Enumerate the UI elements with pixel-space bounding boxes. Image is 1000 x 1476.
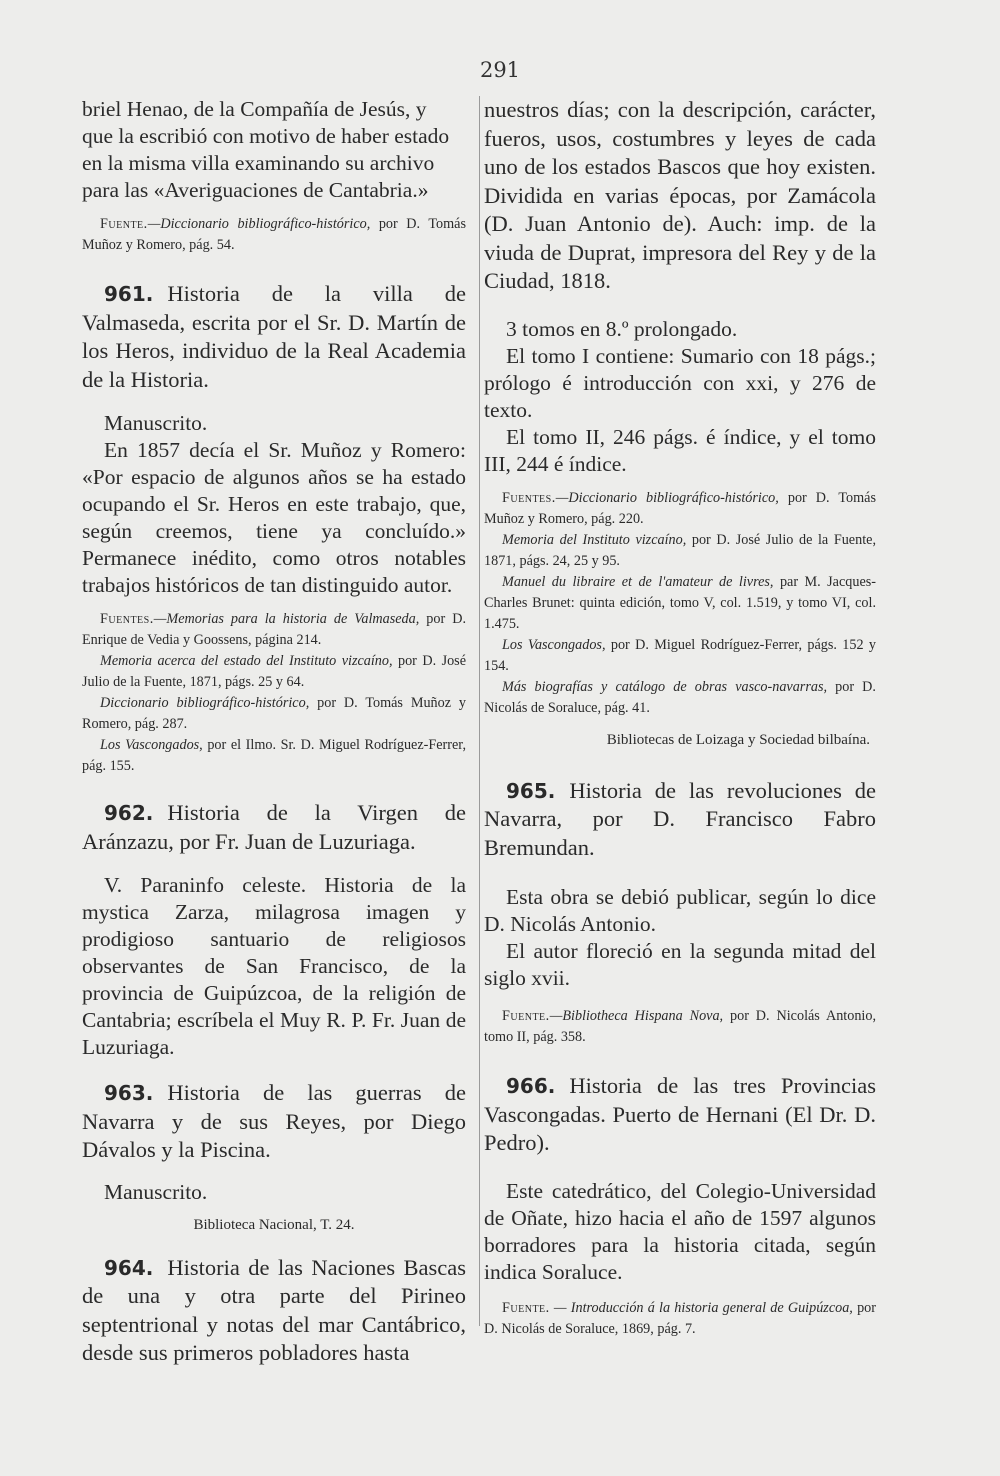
source-title: —Diccionario bibliográfico-histórico, — [555, 489, 779, 506]
source-label: Fuente. — [502, 1008, 550, 1024]
source-citation — [82, 609, 466, 651]
continuation-paragraph — [82, 96, 466, 204]
manuscript-note: Manuscrito. — [104, 1179, 208, 1204]
entry-965-paragraph: El autor floreció en la segunda mitad del siglo xvii. — [484, 939, 876, 990]
source-detail: por D. Nicolás de Soraluce, 1869, pág. 7. — [484, 1299, 876, 1337]
source-title: —Bibliotheca Hispana Nova, — [549, 1008, 724, 1024]
entry-964-heading-continued: nuestros días; con la descripción, carácter, fueros, usos, costumbres y leyes de cada uno de los estados Bascos que hoy existen. Dividida en varias épocas, por Zamácola (D. Juan Antonio de). Auch: imp. de la viuda de Duprat, impresora del Rey y de la Ciudad, 1818. — [484, 97, 876, 293]
left-column — [82, 96, 466, 1368]
continuation-line: para las «Averiguaciones de Cantabria.» — [82, 178, 429, 202]
source-citation — [484, 530, 876, 572]
source-label: Fuente. — [502, 1299, 550, 1316]
entry-number: 962. — [104, 801, 154, 825]
entry-962-paragraph: V. Paraninfo celeste. Historia de la mystica Zarza, milagrosa imagen y prodigioso santuario de religiosos observantes de San Francisco, de la provincia de Guipúzcoa, de la religión de Cantabria; escríbela el Muy R. P. Fr. Juan de Luzuriaga. — [82, 873, 466, 1059]
source-label: Fuente. — [100, 216, 148, 232]
source-title: Los Vascongados, — [100, 737, 203, 753]
column-divider — [479, 96, 480, 1326]
entry-title: Historia de la villa de Valmaseda, escrita por el Sr. D. Martín de los Heros, individuo de la Real Academia de la Historia. — [82, 281, 466, 392]
entry-title: Historia de las guerras de Navarra y de sus Reyes, por Diego Dávalos y la Piscina. — [82, 1080, 466, 1162]
entry-965-heading — [484, 777, 876, 863]
source-title: —Diccionario bibliográfico-histórico, — [147, 216, 371, 232]
entry-966-heading — [484, 1072, 876, 1158]
source-detail: por D. Tomás Muñoz y Romero, pág. 54. — [82, 216, 467, 253]
source-detail: por D. Enrique de Vedia y Goossens, página 214. — [82, 611, 466, 648]
volume-description: El tomo II, 246 págs. é índice, y el tomo III, 244 é índice. — [484, 424, 876, 476]
source-title: Diccionario bibliográfico-histórico, — [100, 695, 310, 711]
source-detail: par M. Jacques-Charles Brunet: quinta edición, tomo V, col. 1.519, y tomo VI, col. 1.475. — [484, 573, 876, 632]
library-location: Bibliotecas de Loizaga y Sociedad bilbaína. — [606, 731, 870, 748]
source-title: Manuel du libraire et de l'amateur de livres, — [502, 573, 774, 590]
entry-962-heading — [82, 799, 466, 856]
entry-title: Historia de las Naciones Bascas de una y otra parte del Pirineo septentrional y notas del mar Cantábrico, desde sus primeros pobladores hasta — [82, 1254, 466, 1365]
entry-number: 966. — [506, 1074, 556, 1098]
volume-description: El tomo I contiene: Sumario con 18 págs.; prólogo é introducción con xxi, y 276 de texto. — [484, 343, 876, 422]
source-detail: por el Ilmo. Sr. D. Miguel Rodríguez-Ferrer, pág. 155. — [82, 737, 466, 774]
page-number: 291 — [479, 58, 521, 82]
source-title: —Memorias para la historia de Valmaseda, — [153, 611, 420, 627]
source-citation — [82, 214, 466, 256]
source-citation — [484, 677, 876, 719]
entry-961-paragraph: En 1857 decía el Sr. Muñoz y Romero: «Por espacio de algunos años se ha estado ocupando el Sr. Heros en este trabajo, que, según creemos, tiene ya concluído.» Permanece inédito, como otros notables trabajos históricos de tan distinguido autor. — [82, 438, 466, 597]
source-citation — [82, 651, 466, 693]
source-title: Más biografías y catálogo de obras vasco-navarras, — [502, 678, 828, 695]
source-detail: por D. Tomás Muñoz y Romero, pág. 220. — [484, 489, 877, 527]
entry-964-heading — [82, 1254, 466, 1368]
entry-961-heading — [82, 280, 466, 394]
entry-966-paragraph: Este catedrático, del Colegio-Universidad de Oñate, hizo hacia el año de 1597 algunos borradores para la historia citada, según indica Soraluce. — [484, 1178, 876, 1284]
entry-number: 963. — [104, 1081, 154, 1105]
entry-number: 964. — [104, 1255, 154, 1280]
source-title: Los Vascongados, — [502, 636, 606, 653]
source-citation — [82, 693, 466, 735]
source-citation — [484, 1298, 876, 1340]
entry-965-paragraph: Esta obra se debió publicar, según lo dice D. Nicolás Antonio. — [484, 885, 876, 936]
source-citation — [484, 488, 876, 530]
source-detail: por D. Miguel Rodríguez-Ferrer, págs. 152 y 154. — [484, 636, 877, 674]
entry-title: Historia de las tres Provincias Vascongadas. Puerto de Hernani (El Dr. D. Pedro). — [484, 1073, 876, 1155]
source-detail: por D. José Julio de la Fuente, 1871, págs. 24, 25 y 95. — [484, 531, 876, 569]
library-location: Biblioteca Nacional, T. 24. — [193, 1216, 355, 1233]
entry-title: Historia de la Virgen de Aránzazu, por Fr. Juan de Luzuriaga. — [82, 800, 466, 854]
source-label: Fuentes. — [502, 489, 556, 506]
source-detail: por D. Tomás Muñoz y Romero, pág. 287. — [82, 695, 466, 732]
entry-title: Historia de las revoluciones de Navarra, por D. Francisco Fabro Bremundan. — [484, 777, 876, 860]
entry-number: 965. — [506, 778, 556, 803]
source-detail: por D. José Julio de la Fuente, 1871, págs. 25 y 64. — [82, 653, 466, 690]
entry-number: 961. — [104, 282, 154, 306]
source-label: Fuentes. — [100, 611, 154, 627]
source-detail: por D. Nicolás de Soraluce, pág. 41. — [484, 678, 876, 716]
continuation-line: briel Henao, de la Compañía de Jesús, y — [82, 97, 427, 121]
source-title: — Introducción á la historia general de Guipúzcoa, — [549, 1299, 853, 1316]
source-title: Memoria del Instituto vizcaíno, — [502, 531, 687, 548]
source-citation — [484, 1006, 876, 1048]
continuation-line: en la misma villa examinando su archivo — [82, 151, 435, 175]
entry-963-heading — [82, 1079, 466, 1165]
source-citation — [484, 572, 876, 635]
manuscript-note: Manuscrito. — [104, 411, 208, 435]
source-citation — [82, 735, 466, 777]
source-detail: por D. Nicolás Antonio, tomo II, pág. 358. — [484, 1008, 876, 1045]
source-citation — [484, 635, 876, 677]
right-column — [484, 96, 876, 1340]
volumes-note: 3 tomos en 8.º prolongado. — [506, 316, 738, 341]
continuation-line: que la escribió con motivo de haber estado — [82, 124, 450, 148]
source-title: Memoria acerca del estado del Instituto vizcaíno, — [100, 653, 393, 669]
